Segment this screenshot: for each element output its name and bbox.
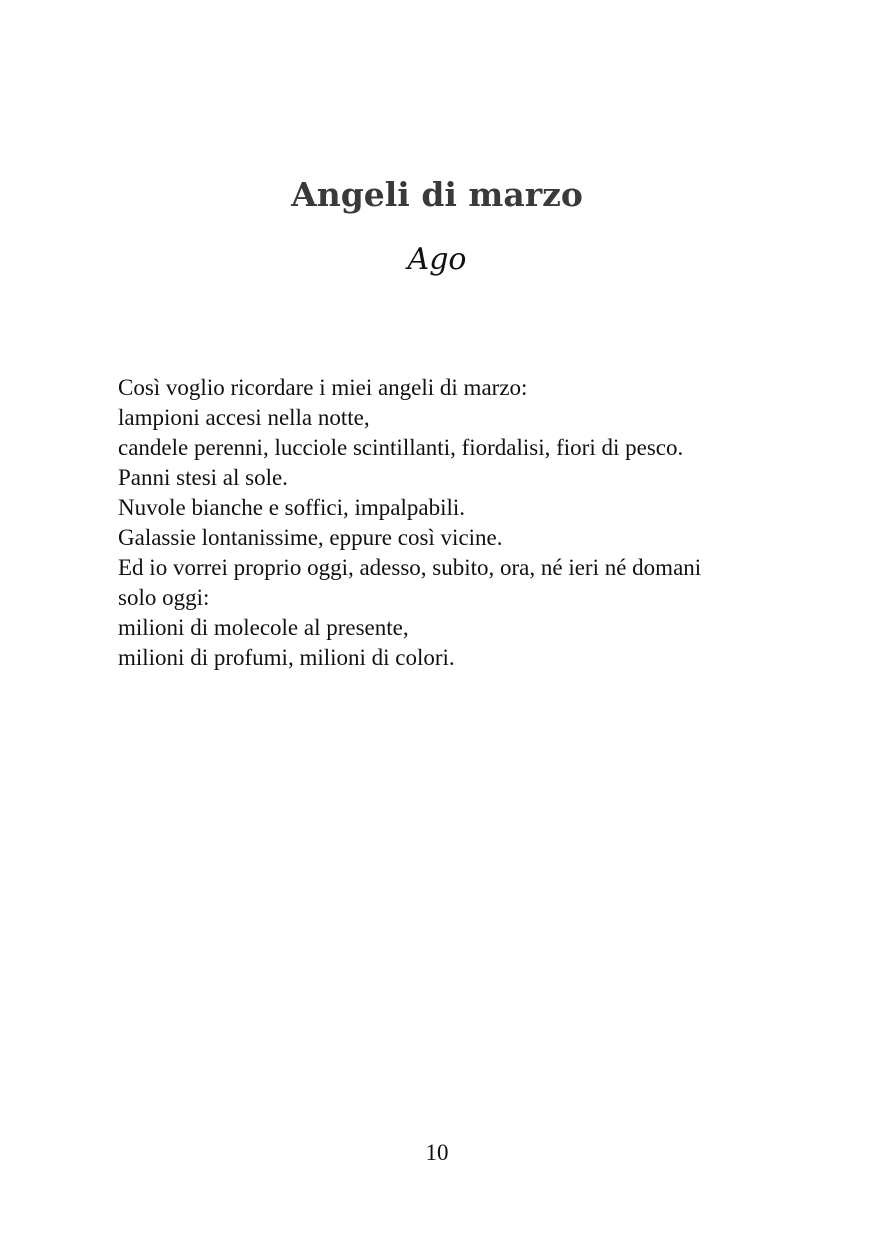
poem-line: solo oggi: xyxy=(118,585,210,610)
poem-line: Nuvole bianche e soffici, impalpabili. xyxy=(118,495,466,520)
page-number: 10 xyxy=(425,1140,449,1165)
poem-line: candele perenni, lucciole scintillanti, fiordalisi, fiori di pesco. xyxy=(118,435,684,460)
poem-line: milioni di profumi, milioni di colori. xyxy=(118,645,455,670)
poem-line: lampioni accesi nella notte, xyxy=(118,405,370,430)
poem-line: Così voglio ricordare i miei angeli di marzo: xyxy=(118,375,528,400)
poem-body xyxy=(118,373,818,673)
poem-line: milioni di molecole al presente, xyxy=(118,615,409,640)
poem-author: Ago xyxy=(407,242,467,277)
poem-line: Panni stesi al sole. xyxy=(118,465,288,490)
poem-line: Ed io vorrei proprio oggi, adesso, subito, ora, né ieri né domani xyxy=(118,555,702,580)
poem-line: Galassie lontanissime, eppure così vicine. xyxy=(118,525,503,550)
poem-title: Angeli di marzo xyxy=(291,175,583,214)
